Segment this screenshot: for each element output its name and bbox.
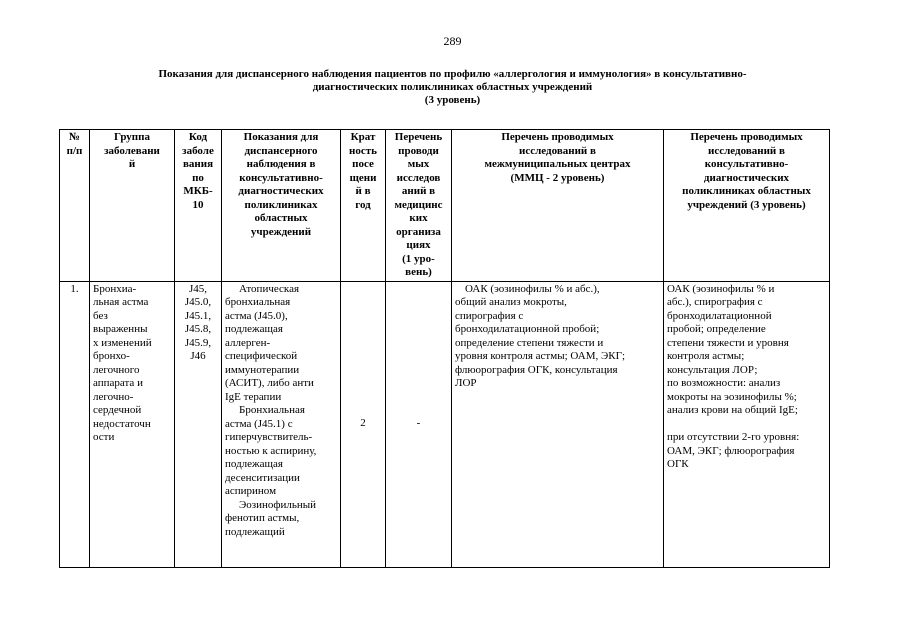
- cell-line: ОАК (эозинофилы % и: [667, 282, 775, 295]
- indications-table: [59, 129, 830, 568]
- cell-line: без: [93, 309, 108, 322]
- cell-line: Группа: [114, 131, 150, 143]
- header-code: [175, 130, 222, 282]
- cell-line: диагностических: [238, 185, 324, 197]
- cell-line: J45,: [188, 282, 208, 295]
- cell-line: подлежащая: [225, 458, 283, 470]
- title-line-2: диагностических поликлиниках областных учреждений: [312, 81, 593, 93]
- cell-line: поликлиниках областных: [682, 185, 811, 197]
- cell-line: десенситизации: [225, 471, 300, 484]
- title-line-1: Показания для диспансерного наблюдения пациентов по профилю «аллергология и иммунология» в консультативно-: [158, 68, 747, 80]
- cell-line: межмуниципальных центрах: [484, 158, 631, 170]
- cell-line: консультация ЛОР;: [667, 363, 758, 376]
- cell-line: (1 уро-: [402, 252, 435, 265]
- cell-line: учреждений (3 уровень): [687, 198, 806, 211]
- cell-line: при отсутствии 2-го уровня:: [667, 431, 800, 443]
- cell-line: пробой; определение: [667, 323, 766, 335]
- cell-line: исследований в: [708, 144, 785, 157]
- cell-line: ости: [93, 431, 115, 443]
- cell-line: [667, 418, 826, 432]
- cell-line: Бронхиа-: [93, 282, 137, 295]
- cell-line: иммунотерапии: [225, 363, 300, 376]
- cell-line: выраженны: [93, 323, 148, 335]
- cell-line: Эозинофильный: [239, 498, 317, 511]
- row-codes: [175, 281, 222, 567]
- cell-line: год: [355, 198, 371, 211]
- cell-line: спирография с: [455, 309, 524, 322]
- cell-line: фенотип астмы,: [225, 512, 300, 524]
- cell-line: аспирином: [225, 485, 277, 497]
- cell-line: бронхо-: [93, 350, 130, 362]
- page-number: 289: [443, 34, 462, 48]
- cell-line: Перечень: [394, 131, 443, 143]
- cell-line: льная астма: [93, 296, 149, 308]
- table-row: [60, 281, 830, 567]
- cell-line: аллерген-: [225, 336, 271, 349]
- cell-line: й: [128, 158, 136, 170]
- cell-line: учреждений: [250, 225, 312, 238]
- cell-line: Перечень проводимых: [690, 131, 803, 143]
- cell-line: уровня контроля астмы; ОАМ, ЭКГ;: [455, 350, 626, 362]
- cell-line: заболе: [182, 144, 214, 157]
- cell-line: консультативно-: [704, 158, 789, 170]
- header-frequency: [341, 130, 386, 282]
- cell-line: циях: [406, 239, 431, 251]
- cell-line: определение степени тяжести и: [455, 336, 604, 349]
- cell-line: бронхиальная: [225, 296, 291, 308]
- cell-line: степени тяжести и уровня: [667, 336, 789, 349]
- cell-line: подлежащий: [225, 525, 285, 538]
- cell-line: Код: [188, 131, 208, 143]
- row-group: [90, 281, 175, 567]
- cell-line: сердечной: [93, 404, 142, 416]
- cell-line: ЛОР: [455, 377, 477, 389]
- header-level3: [664, 130, 830, 282]
- cell-line: организа: [396, 225, 441, 238]
- cell-line: (ММЦ - 2 уровень): [510, 171, 605, 184]
- cell-line: J45.9,: [184, 336, 212, 349]
- table-header-row: [60, 130, 830, 282]
- cell-line: по: [192, 171, 204, 184]
- header-number: [60, 130, 90, 282]
- cell-line: бронходилатационной пробой;: [455, 323, 600, 335]
- page-title: [60, 68, 845, 107]
- cell-line: ность: [349, 144, 377, 157]
- cell-line: гиперчувствитель-: [225, 431, 313, 443]
- cell-line: недостаточн: [93, 417, 151, 430]
- cell-line: контроля астмы;: [667, 350, 745, 362]
- row-level2: [452, 281, 664, 567]
- cell-line: ОГК: [667, 458, 689, 470]
- cell-line: х изменений: [93, 336, 152, 349]
- cell-line: IgE терапии: [225, 390, 282, 403]
- cell-line: астма (J45.1) с: [225, 417, 293, 430]
- cell-line: аний в: [401, 185, 436, 197]
- cell-line: мокроты на эозинофилы %;: [667, 390, 797, 403]
- cell-line: медицинс: [394, 198, 443, 211]
- cell-line: легочного: [93, 363, 140, 376]
- cell-line: Атопическая: [239, 282, 300, 295]
- cell-line: исследов: [396, 171, 441, 184]
- cell-line: областных: [254, 212, 308, 224]
- cell-line: аппарата и: [93, 377, 143, 389]
- cell-line: исследований в: [519, 144, 596, 157]
- cell-line: п/п: [66, 144, 83, 157]
- cell-line: поликлиниках: [244, 198, 318, 211]
- cell-line: диагностических: [703, 171, 790, 184]
- cell-line: подлежащая: [225, 323, 283, 335]
- cell-line: Бронхиальная: [239, 404, 305, 416]
- row-level1: -: [386, 281, 452, 567]
- cell-line: посе: [352, 158, 374, 170]
- cell-line: J45.1,: [184, 309, 212, 322]
- cell-line: 10: [192, 198, 204, 211]
- header-indications: [222, 130, 341, 282]
- cell-line: астма (J45.0),: [225, 309, 288, 322]
- cell-line: флюорография ОГК, консультация: [455, 363, 618, 376]
- cell-line: ких: [409, 212, 428, 224]
- header-level1: [386, 130, 452, 282]
- cell-line: й в: [355, 185, 371, 197]
- cell-line: щени: [349, 171, 377, 184]
- cell-line: ОАМ, ЭКГ; флюорография: [667, 444, 795, 457]
- row-indications: [222, 281, 341, 567]
- cell-line: ОАК (эозинофилы % и абс.),: [465, 282, 600, 295]
- cell-line: Показания для: [243, 131, 319, 143]
- row-frequency: 2: [341, 281, 386, 567]
- cell-line: консультативно-: [239, 171, 323, 184]
- cell-line: J46: [190, 350, 206, 362]
- cell-line: мых: [407, 158, 430, 170]
- cell-line: вания: [182, 158, 214, 170]
- cell-line: №: [68, 131, 81, 143]
- cell-line: бронходилатационной: [667, 309, 772, 322]
- cell-line: Перечень проводимых: [501, 131, 614, 143]
- cell-line: вень): [405, 266, 432, 278]
- cell-line: (АСИТ), либо анти: [225, 377, 314, 389]
- cell-line: анализ крови на общий IgE;: [667, 404, 798, 416]
- cell-line: заболевани: [104, 144, 160, 157]
- cell-line: МКБ-: [183, 185, 213, 197]
- cell-line: легочно-: [93, 390, 134, 403]
- cell-line: проводи: [398, 144, 439, 157]
- cell-line: J45.8,: [184, 323, 212, 335]
- cell-line: ностью к аспирину,: [225, 444, 317, 457]
- cell-line: диспансерного: [244, 144, 318, 157]
- cell-line: абс.), спирография с: [667, 296, 763, 308]
- cell-line: общий анализ мокроты,: [455, 296, 567, 308]
- cell-line: J45.0,: [184, 296, 212, 308]
- row-level3: [664, 281, 830, 567]
- cell-line: специфической: [225, 350, 298, 362]
- header-group: [90, 130, 175, 282]
- header-level2: [452, 130, 664, 282]
- row-number: 1.: [60, 281, 90, 567]
- title-line-3: (3 уровень): [424, 94, 481, 106]
- cell-line: по возможности: анализ: [667, 377, 781, 389]
- cell-line: Крат: [350, 131, 376, 143]
- cell-line: наблюдения в: [246, 158, 316, 170]
